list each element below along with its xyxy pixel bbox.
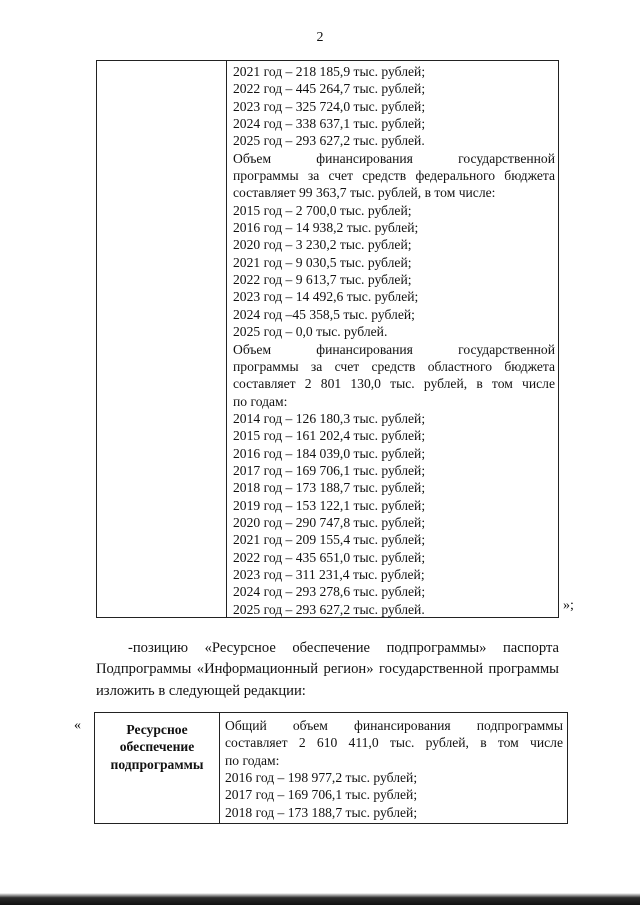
funding-line: 2023 год – 325 724,0 тыс. рублей; (233, 98, 426, 114)
funding-line: программы за счет средств областного бюджета (233, 358, 555, 374)
paragraph-line: Подпрограммы «Информационный регион» государственной программы (96, 661, 559, 677)
page-number: 2 (316, 30, 324, 45)
funding-line: составляет 99 363,7 тыс. рублей, в том числе: (233, 185, 496, 201)
funding-cell (233, 63, 555, 618)
funding-line: 2023 год – 14 492,6 тыс. рублей; (233, 289, 419, 305)
resource-line: 2018 год – 173 188,7 тыс. рублей; (225, 804, 418, 820)
resource-label-cell (95, 721, 219, 773)
funding-line: 2021 год – 9 030,5 тыс. рублей; (233, 254, 412, 270)
close-quote: »; (563, 598, 574, 613)
funding-table (96, 60, 559, 618)
funding-line: по годам: (233, 393, 288, 409)
paragraph-line: изложить в следующей редакции: (96, 683, 306, 699)
resource-line: составляет 2 610 411,0 тыс. рублей, в том числе (225, 735, 563, 751)
resource-line: по годам: (225, 752, 280, 768)
funding-line: 2015 год – 2 700,0 тыс. рублей; (233, 202, 412, 218)
funding-line: 2022 год – 9 613,7 тыс. рублей; (233, 272, 412, 288)
column-divider (219, 713, 220, 823)
resource-line: 2016 год – 198 977,2 тыс. рублей; (225, 770, 418, 786)
funding-line: 2024 год –45 358,5 тыс. рублей; (233, 306, 415, 322)
paragraph-line: -позицию «Ресурсное обеспечение подпрограммы» паспорта (128, 640, 559, 656)
funding-line: 2025 год – 293 627,2 тыс. рублей. (233, 601, 425, 617)
funding-line: 2014 год – 126 180,3 тыс. рублей; (233, 410, 426, 426)
funding-line: 2022 год – 445 264,7 тыс. рублей; (233, 81, 426, 97)
funding-line: 2019 год – 153 122,1 тыс. рублей; (233, 497, 426, 513)
funding-line: 2023 год – 311 231,4 тыс. рублей; (233, 566, 425, 582)
resource-label-line: Ресурсное (126, 722, 188, 737)
funding-line: 2018 год – 173 188,7 тыс. рублей; (233, 480, 426, 496)
funding-line: 2016 год – 14 938,2 тыс. рублей; (233, 220, 419, 236)
funding-line: Объем финансирования государственной (233, 341, 555, 357)
resource-line: Общий объем финансирования подпрограммы (225, 718, 563, 733)
funding-line: 2017 год – 169 706,1 тыс. рублей; (233, 462, 426, 478)
funding-line: 2021 год – 209 155,4 тыс. рублей; (233, 532, 426, 548)
resource-label-line: подпрограммы (110, 756, 204, 772)
funding-line: программы за счет средств федерального бюджета (233, 168, 555, 184)
funding-line: 2021 год – 218 185,9 тыс. рублей; (233, 64, 426, 79)
resource-value-cell (225, 717, 563, 821)
funding-line: 2024 год – 293 278,6 тыс. рублей; (233, 584, 426, 600)
funding-line: 2016 год – 184 039,0 тыс. рублей; (233, 445, 426, 461)
scan-edge-shadow (0, 893, 640, 905)
funding-line: 2025 год – 293 627,2 тыс. рублей. (233, 133, 425, 149)
subprogram-resource-table (94, 712, 568, 824)
funding-line: 2022 год – 435 651,0 тыс. рублей; (233, 549, 426, 565)
funding-line: Объем финансирования государственной (233, 150, 555, 166)
funding-line: 2020 год – 3 230,2 тыс. рублей; (233, 237, 412, 253)
resource-line: 2017 год – 169 706,1 тыс. рублей; (225, 787, 418, 803)
column-divider (226, 61, 227, 617)
funding-line: составляет 2 801 130,0 тыс. рублей, в том числе (233, 376, 555, 392)
funding-line: 2025 год – 0,0 тыс. рублей. (233, 324, 388, 340)
funding-line: 2020 год – 290 747,8 тыс. рублей; (233, 514, 426, 530)
resource-label-line: обеспечение (119, 739, 195, 755)
open-quote: « (74, 718, 81, 733)
funding-line: 2024 год – 338 637,1 тыс. рублей; (233, 116, 426, 132)
funding-line: 2015 год – 161 202,4 тыс. рублей; (233, 428, 426, 444)
